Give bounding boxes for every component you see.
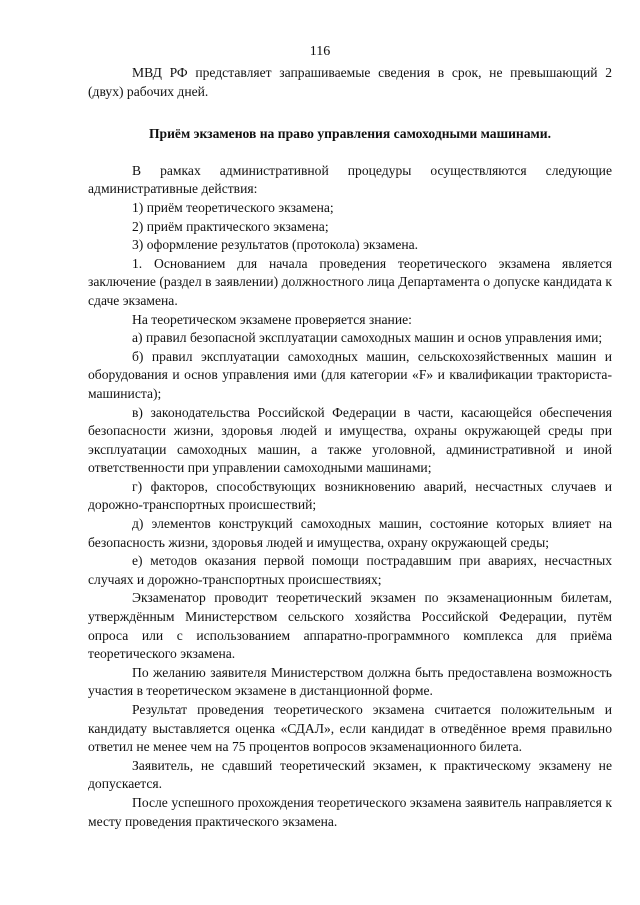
list-item: в) законодательства Российской Федерации в части, касающейся обеспечения безопасности жизни, здоровья людей и имущества, охраны окружающей среды при эксплуатации самоходных машин, а также уголовной, административной и иной ответственности при управлении самоходными машинами; — [88, 404, 612, 476]
list-item: а) правил безопасной эксплуатации самоходных машин и основ управления ими; — [132, 330, 603, 346]
paragraph: 1. Основанием для начала проведения теоретического экзамена является заключение (раздел в заявлении) должностного лица Департамента о допуске кандидата к сдаче экзамена. — [88, 255, 612, 308]
paragraph: Заявитель, не сдавший теоретический экзамен, к практическому экзамену не допускается. — [88, 757, 612, 792]
list-item: 1) приём теоретического экзамена; — [132, 199, 334, 215]
list-item: б) правил эксплуатации самоходных машин, сельскохозяйственных машин и оборудования и основ управления ими (для категории «F» и квалификации тракториста-машиниста); — [88, 348, 612, 401]
paragraph-intro: МВД РФ представляет запрашиваемые сведения в срок, не превышающий 2 (двух) рабочих дней. — [88, 65, 612, 99]
paragraph: Результат проведения теоретического экзамена считается положительным и кандидату выставляется оценка «СДАЛ», если кандидат в отведённое время правильно ответил не менее чем на 75 процентов вопросов экзаменационного билета. — [88, 702, 612, 755]
paragraph: На теоретическом экзамене проверяется знание: — [132, 311, 412, 327]
document-body — [88, 64, 612, 831]
list-item: г) факторов, способствующих возникновению аварий, несчастных случаев и дорожно-транспортных происшествий; — [88, 478, 612, 513]
paragraph: После успешного прохождения теоретического экзамена заявитель направляется к месту проведения практического экзамена. — [88, 794, 612, 829]
paragraph: По желанию заявителя Министерством должна быть предоставлена возможность участия в теоретическом экзамене в дистанционной форме. — [88, 664, 612, 699]
list-item: 3) оформление результатов (протокола) экзамена. — [132, 237, 419, 253]
list-item: д) элементов конструкций самоходных машин, состояние которых влияет на безопасность жизни, здоровья людей и имущества, охрану окружающей среды; — [88, 516, 612, 550]
list-item: е) методов оказания первой помощи пострадавшим при авариях, несчастных случаях и дорожно-транспортных происшествиях; — [88, 553, 612, 587]
section-heading: Приём экзаменов на право управления самоходными машинами. — [148, 126, 552, 142]
list-item: 2) приём практического экзамена; — [132, 218, 329, 234]
page-number: 116 — [309, 44, 331, 59]
paragraph: В рамках административной процедуры осуществляются следующие административные действия: — [88, 162, 612, 197]
paragraph: Экзаменатор проводит теоретический экзамен по экзаменационным билетам, утверждённым Министерством сельского хозяйства Российской Федерации, путём опроса или с использованием аппаратно-программного комплекса для приёма теоретического экзамена. — [88, 590, 612, 662]
